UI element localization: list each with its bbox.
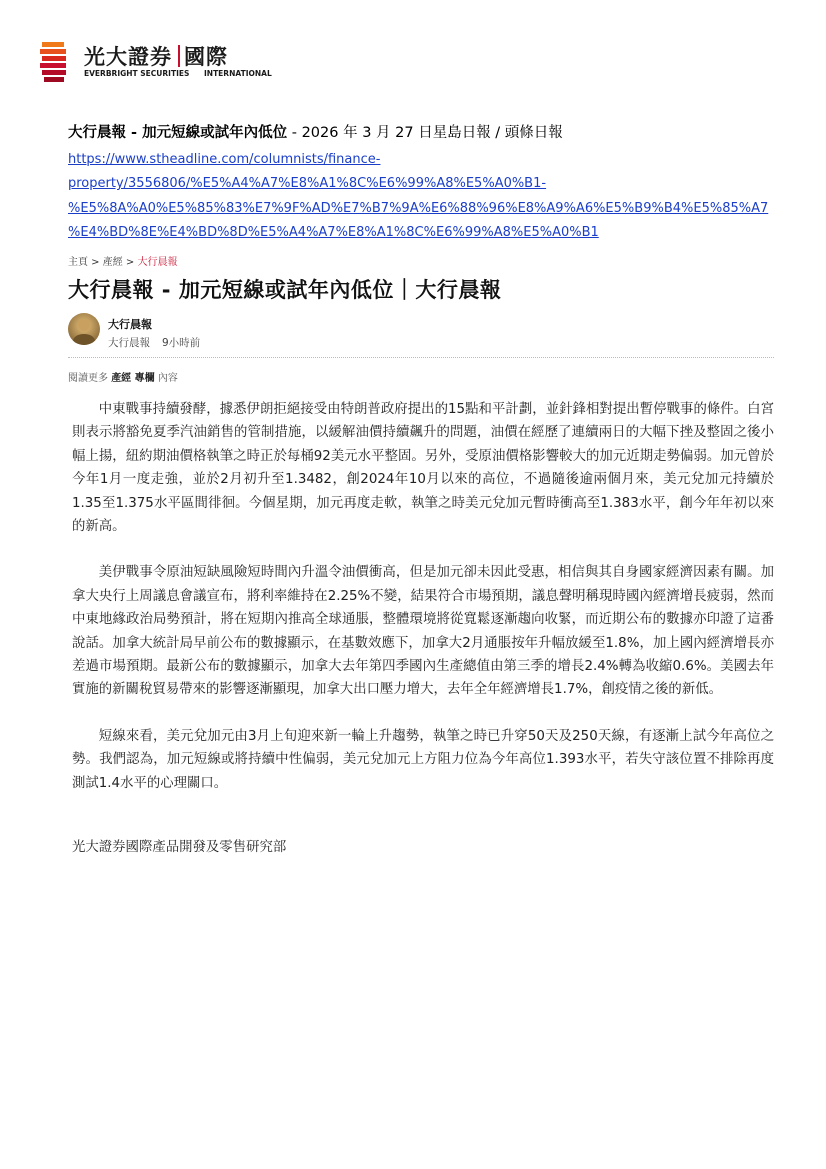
author-department: 光大證券國際產品開發及零售研究部: [72, 840, 287, 855]
divider: [68, 357, 774, 358]
breadcrumb-home[interactable]: 主頁: [68, 257, 88, 268]
article-paragraph-2: 美伊戰事令原油短缺風險短時間內升溫令油價衝高，但是加元卻未因此受惠，相信與其自身國家經濟因素有關。加拿大央行上周議息會議宣布，將利率維持在2.25%不變，結果符合市場預期，議息聲明稱現時國內經濟增長疲弱，然而中東地緣政治局勢預計，將在短期內推高全球通脹，整體環境將從寬鬆逐漸趨向收緊，而近期公布的數據亦印證了這番說話。加拿大統計局早前公布的數據顯示，在基數效應下，加拿大2月通脹按年升幅放緩至1.8%，加上國內經濟增長亦差過市場預期。最新公布的數據顯示，加拿大去年第四季國內生產總值由第三季的增長2.4%轉為收縮0.6%。美國去年實施的新關稅貿易帶來的影響逐漸顯現，加拿大出口壓力增大，去年全年經濟增長1.7%，創疫情之後的新低。: [72, 565, 774, 698]
breadcrumb: 主頁 > 產經 > 大行晨報: [68, 257, 178, 268]
read-more-line: 閱讀更多 產經 專欄 內容: [68, 373, 178, 384]
brand-logo: [38, 40, 278, 84]
read-more-tags[interactable]: 產經 專欄: [111, 373, 155, 384]
source-link-line-1[interactable]: https://www.stheadline.com/columnists/finance-: [68, 152, 381, 167]
brand-name-en: EVERBRIGHT SECURITIES: [84, 69, 190, 78]
author-meta: [108, 335, 200, 350]
avatar-image-icon: [68, 313, 100, 345]
author-subname: 大行晨報: [108, 337, 150, 349]
publish-time: 9小時前: [162, 337, 201, 349]
article-paragraph-1: 中東戰事持續發酵，據悉伊朗拒絕接受由特朗普政府提出的15點和平計劃，並針鋒相對提出暫停戰事的條件。白宮則表示將豁免夏季汽油銷售的管制措施，以緩解油價持續飆升的問題，油價在經歷了連續兩日的大幅下挫及整固之後小幅上揚，紐約期油價格執筆之時正於每桶92美元水平整固。另外，受原油價格影響較大的加元近期走勢偏弱。加元曾於今年1月一度走強，並於2月初升至1.3482，創2024年10月以來的高位，不過隨後逾兩個月來，美元兌加元持續於1.35至1.375水平區間徘徊。今個星期，加元再度走軟，執筆之時美元兌加元暫時衝高至1.383水平，創今年年初以來的新高。: [72, 402, 774, 535]
author-name[interactable]: 大行晨報: [108, 318, 152, 331]
source-link-line-4[interactable]: %E4%BD%8E%E4%BD%8D%E5%A4%A7%E8%A1%8C%E6%99%A8%E5%A0%B1: [68, 224, 599, 240]
document-headline: [68, 121, 563, 142]
article-title: 大行晨報 - 加元短線或試年內低位｜大行晨報: [68, 278, 502, 302]
source-link: [68, 148, 778, 245]
author-avatar[interactable]: [68, 313, 100, 345]
headline-title: 大行晨報 - 加元短線或試年內低位: [68, 125, 288, 141]
article-paragraph-3: 短線來看，美元兌加元由3月上旬迎來新一輪上升趨勢，執筆之時已升穿50天及250天線，有逐漸上試今年高位之勢。我們認為，加元短線或將持續中性偏弱，美元兌加元上方阻力位為今年高位1.393水平，若失守該位置不排除再度測試1.4水平的心理關口。: [72, 728, 774, 791]
breadcrumb-current[interactable]: 大行晨報: [137, 257, 178, 268]
article-body: [72, 398, 774, 818]
everbright-logo-icon: [38, 40, 76, 84]
source-link-line-2[interactable]: property/3556806/%E5%A4%A7%E8%A1%8C%E6%99%A8%E5%A0%B1-: [68, 176, 547, 192]
headline-source: - 2026 年 3 月 27 日星島日報 / 頭條日報: [287, 125, 563, 141]
brand-name-en-2: INTERNATIONAL: [204, 69, 272, 78]
brand-name-cn: 光大證券 國際: [84, 45, 228, 69]
source-link-line-3[interactable]: %E5%8A%A0%E5%85%83%E7%9F%AD%E7%B7%9A%E6%88%96%E8%A9%A6%E5%B9%B4%E5%85%A7: [68, 200, 769, 216]
breadcrumb-section[interactable]: 產經: [102, 257, 123, 268]
